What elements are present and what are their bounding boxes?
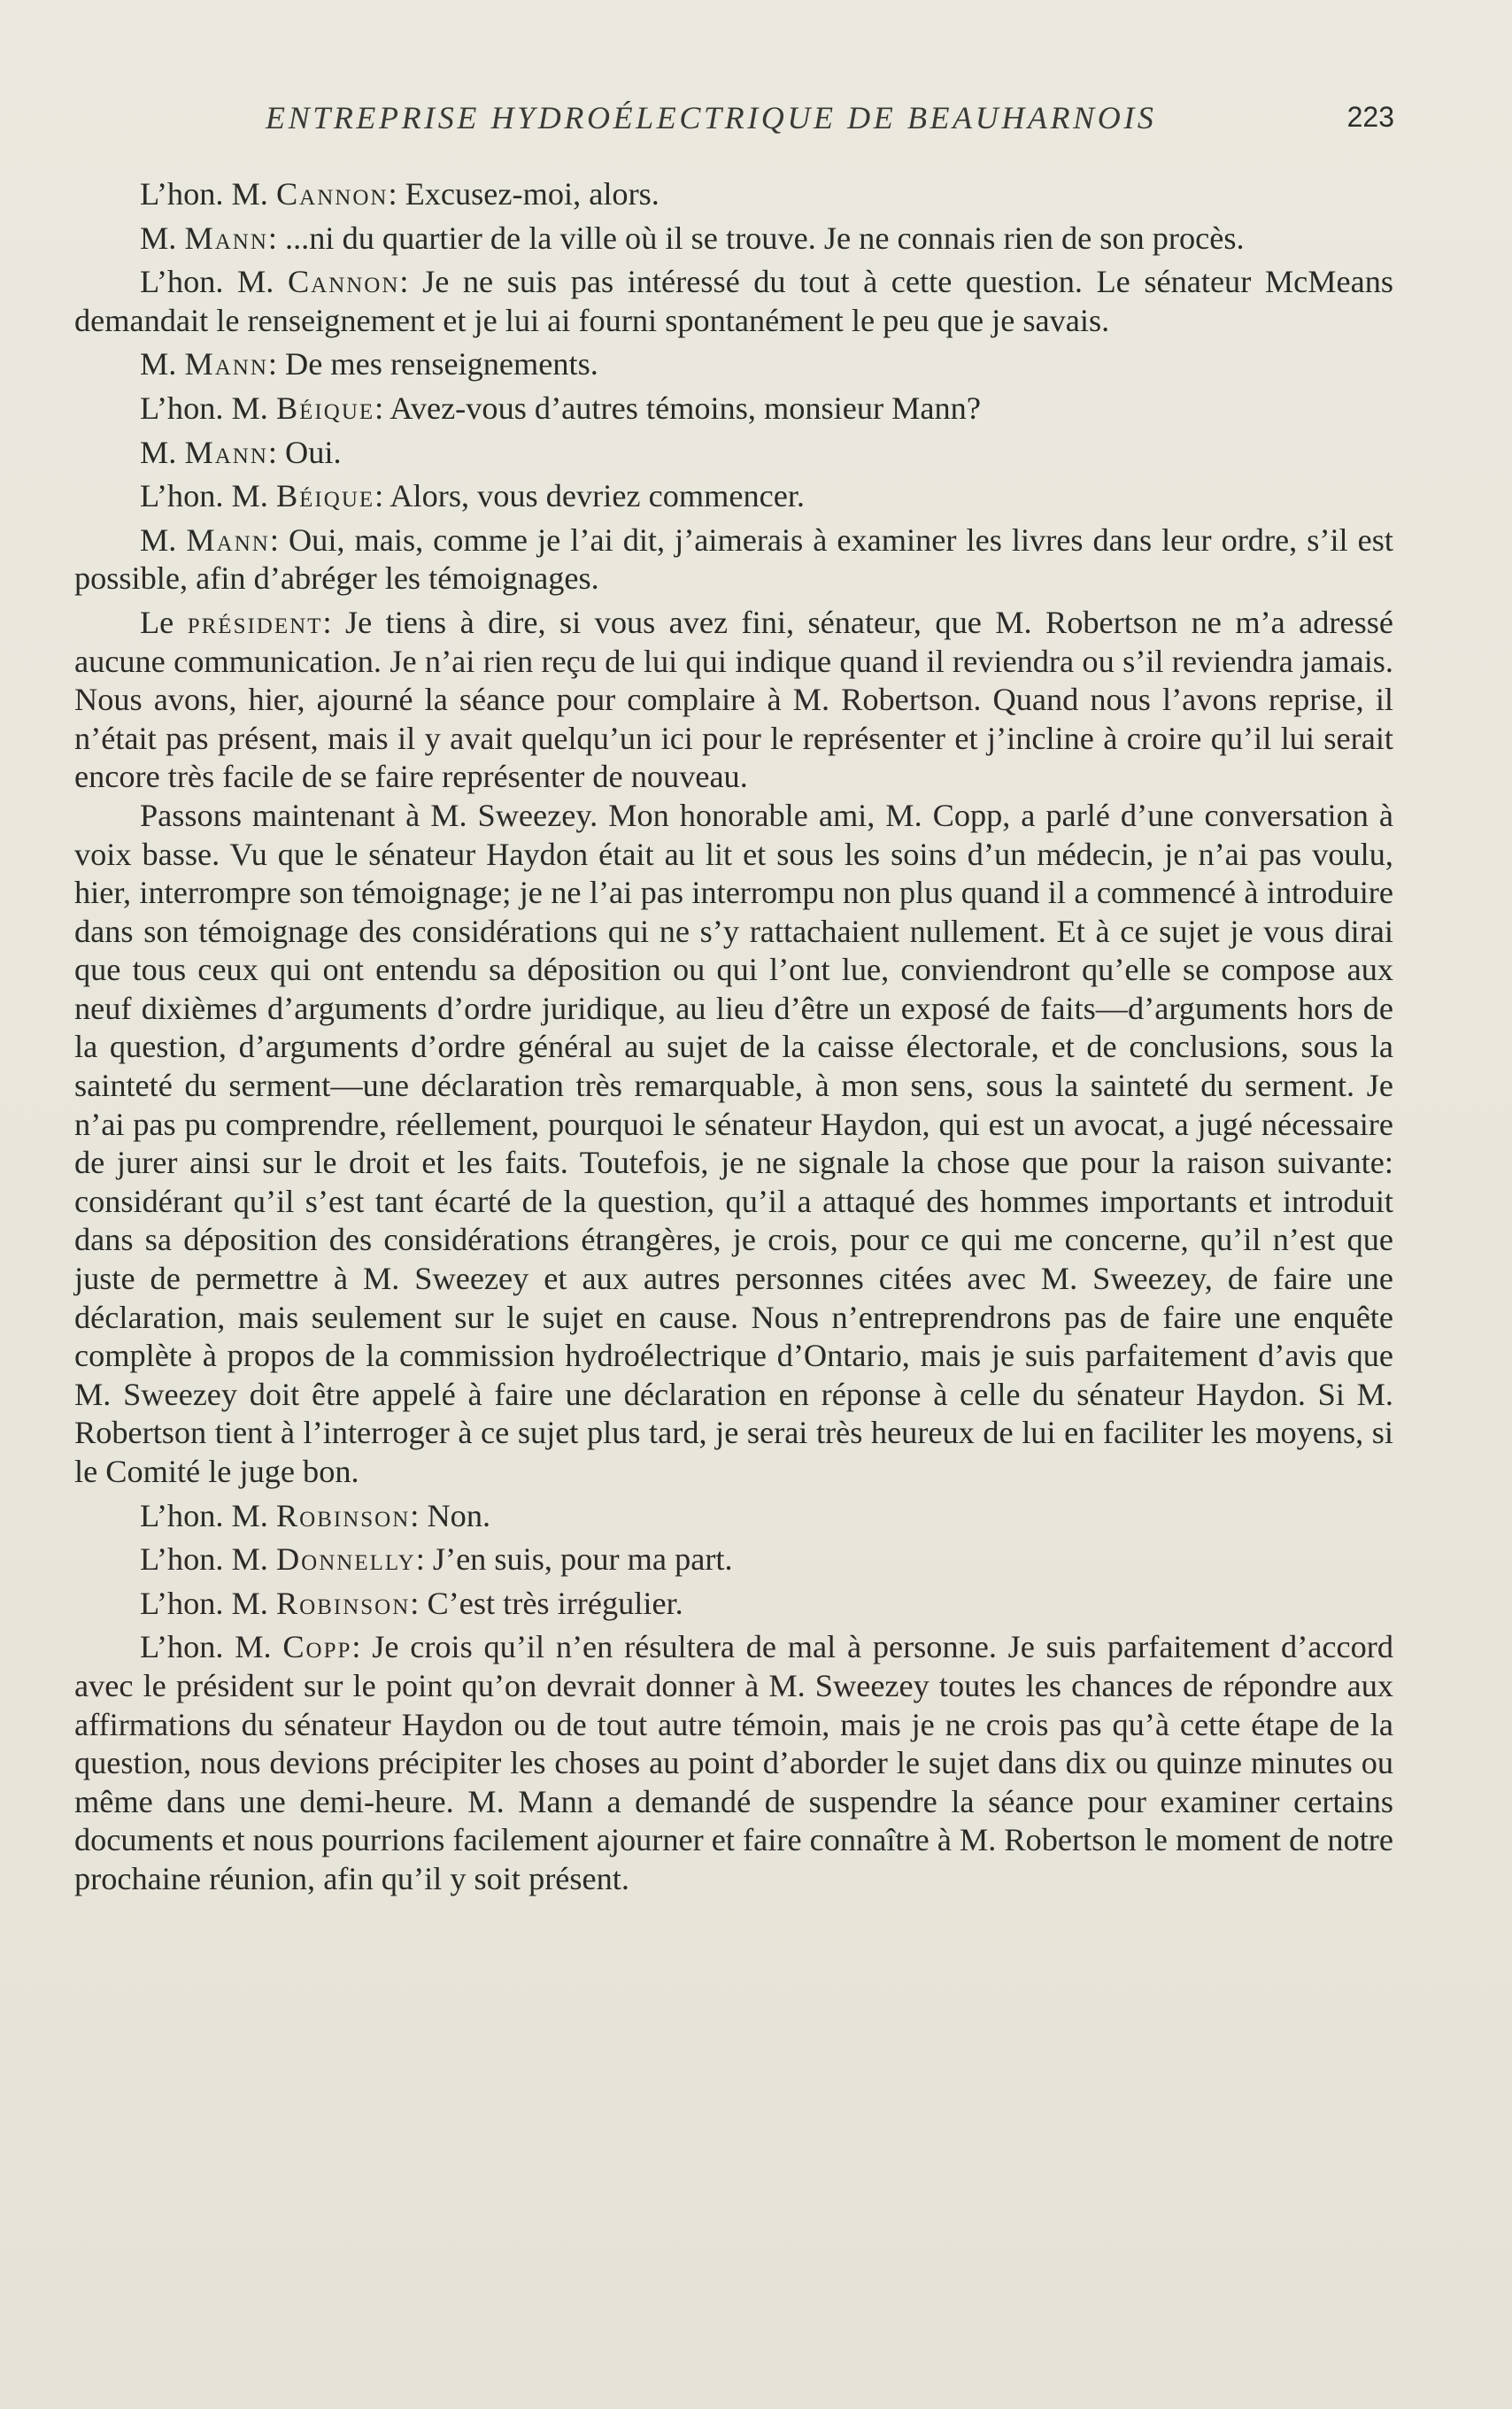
speaker-name: Robinson [275, 1585, 411, 1621]
paragraph-text: : Je ne suis pas intéressé du tout à cette question. Le sénateur McMeans demandait le renseignement et je lui ai fourni spontanément le peu que je savais. [74, 264, 1394, 338]
paragraph [74, 1585, 1393, 1624]
paragraph-text: : Avez-vous d’autres témoins, monsieur Mann? [374, 390, 981, 426]
paragraph [74, 604, 1393, 797]
paragraph [74, 477, 1393, 516]
paragraph-text: : ...ni du quartier de la ville où il se trouve. Je ne connais rien de son procès. [267, 220, 1245, 256]
speaker-name: Béique [275, 478, 375, 514]
paragraph-text: : Non. [410, 1497, 491, 1533]
speaker-name: Béique [275, 390, 375, 426]
paragraph-text: : Alors, vous devriez commencer. [374, 478, 805, 514]
speaker-prefix: L’hon. M. [140, 1629, 272, 1665]
paragraph-text: : Oui, mais, comme je l’ai dit, j’aimerais à examiner les livres dans leur ordre, s’il est possible, afin d’abréger les témoignages. [74, 521, 1394, 597]
speaker-prefix: L’hon. M. [140, 1497, 268, 1533]
paragraph [74, 797, 1393, 1492]
speaker-prefix: L’hon. M. [140, 1585, 268, 1621]
body-text [74, 175, 1393, 1899]
paragraph-text: : Je crois qu’il n’en résultera de mal à personne. Je suis parfaitement d’accord avec le président sur le point qu’on devrait donner à M. Sweezey toutes les chances de répondre aux affirmations du sénateur Haydon ou de tout autre témoin, mais je ne crois pas qu’à cette étape de la question, nous devions précipiter les choses au point d’aborder le sujet dans dix ou quinze minutes ou même dans une demi-heure. M. Mann a demandé de suspendre la séance pour examiner certains documents et nous pourrions facilement ajourner et faire connaître à M. Robertson le moment de notre prochaine réunion, afin qu’il y soit présent. [74, 1629, 1393, 1896]
speaker-prefix: L’hon. M. [140, 176, 268, 212]
paragraph [74, 263, 1393, 340]
speaker-prefix: M. [140, 220, 177, 256]
paragraph [74, 1540, 1393, 1579]
paragraph [74, 220, 1393, 259]
paragraph-text: : J’en suis, pour ma part. [415, 1541, 733, 1578]
speaker-name: Robinson [275, 1497, 411, 1533]
speaker-name: Donnelly [275, 1541, 416, 1578]
paragraph [74, 390, 1393, 429]
page-header [266, 99, 1394, 149]
paragraph [74, 521, 1393, 598]
speaker-prefix: M. [140, 434, 177, 470]
paragraph [74, 434, 1393, 473]
running-title: ENTREPRISE HYDROÉLECTRIQUE DE BEAUHARNOIS [266, 100, 1157, 135]
speaker-name: Copp [282, 1629, 352, 1665]
page-number: 223 [1346, 101, 1394, 133]
paragraph [74, 1497, 1393, 1536]
speaker-name: Mann [184, 346, 268, 382]
speaker-name: président [187, 604, 323, 640]
speaker-prefix: L’hon. M. [140, 264, 274, 300]
paragraph-text: : De mes renseignements. [267, 346, 598, 382]
speaker-prefix: L’hon. M. [140, 478, 268, 514]
speaker-prefix: L’hon. M. [140, 1541, 268, 1578]
paragraph-text: Passons maintenant à M. Sweezey. Mon honorable ami, M. Copp, a parlé d’une conversation à voix basse. Vu que le sénateur Haydon était au lit et sous les soins d’un médecin, je n’ai pas voulu, hier, interrompre son témoignage; je ne l’ai pas interrompu non plus quand il a commencé à introduire dans son témoignage des considérations qui ne s’y rattachaient nullement. Et à ce sujet je vous dirai que tous ceux qui ont entendu sa déposition ou qui l’ont lue, conviendront qu’elle se compose aux neuf dixièmes d’arguments d’ordre juridique, au lieu d’être un exposé de faits—d’arguments hors de la question, d’arguments d’ordre général au sujet de la caisse électorale, et de conclusions, sous la sainteté du serment—une déclaration très remarquable, à mon sens, sous la sainteté du serment. Je n’ai pas pu comprendre, réellement, pourquoi le sénateur Haydon, qui est un avocat, a jugé nécessaire de jurer ainsi sur le droit et les faits. Toutefois, je ne signale la chose que pour la raison suivante: considérant qu’il s’est tant écarté de la question, qu’il a attaqué des hommes importants et introduit dans sa déposition des considérations étrangères, je crois, pour ce qui me concerne, qu’il n’est que juste de permettre à M. Sweezey et aux autres personnes citées avec M. Sweezey, de faire une déclaration, mais seulement sur le sujet en cause. Nous n’entreprendrons pas de faire une enquête complète à propos de la commission hydroélectrique d’Ontario, mais je suis parfaitement d’avis que M. Sweezey doit être appelé à faire une déclaration en réponse à celle du sénateur Haydon. Si M. Robertson tient à l’interroger à ce sujet plus tard, je serai très heureux de lui en faciliter les moyens, si le Comité le juge bon. [74, 797, 1393, 1489]
speaker-name: Mann [184, 434, 268, 470]
speaker-name: Cannon [275, 176, 389, 212]
speaker-prefix: M. [140, 346, 177, 382]
paragraph-text: : Oui. [267, 434, 342, 470]
speaker-name: Cannon [287, 264, 400, 300]
speaker-name: Mann [184, 220, 268, 256]
speaker-prefix: L’hon. M. [140, 390, 268, 426]
paragraph-text: : Je tiens à dire, si vous avez fini, sénateur, que M. Robertson ne m’a adressé aucune communication. Je n’ai rien reçu de lui qui indique quand il reviendra ou s’il reviendra jamais. Nous avons, hier, ajourné la séance pour complaire à M. Robertson. Quand nous l’avons reprise, il n’était pas présent, mais il y avait quelqu’un ici pour le représenter et j’incline à croire qu’il lui serait encore très facile de se faire représenter de nouveau. [74, 604, 1393, 795]
speaker-name: Mann [186, 521, 270, 558]
paragraph-text: : Excusez-moi, alors. [388, 176, 660, 212]
paragraph [74, 1628, 1393, 1898]
paragraph-text: : C’est très irrégulier. [410, 1585, 683, 1621]
paragraph [74, 175, 1393, 214]
speaker-prefix: M. [140, 521, 177, 558]
speaker-prefix: Le [140, 604, 174, 640]
paragraph [74, 345, 1393, 384]
